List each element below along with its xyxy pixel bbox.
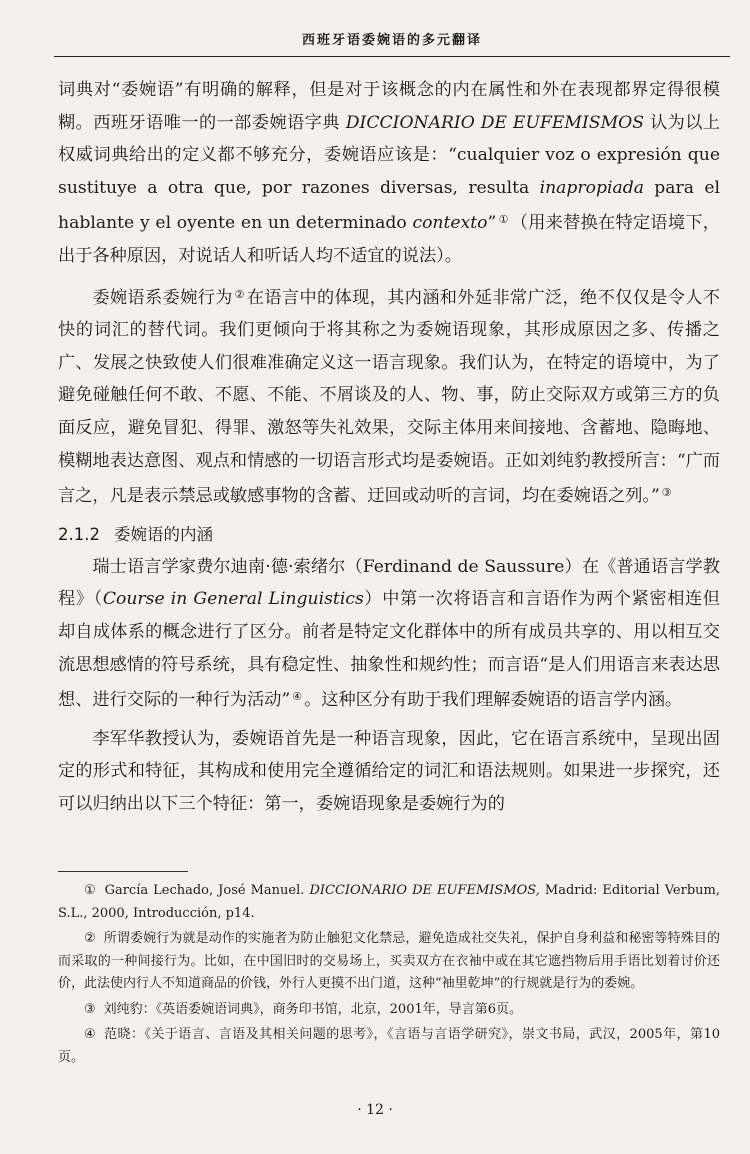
footnote-2: [58, 928, 720, 996]
section-number: 2.1.2: [58, 524, 100, 544]
section-title: 委婉语的内涵: [113, 524, 213, 544]
footnote-mark: ④: [84, 1027, 97, 1042]
text-run: ）中第一次将语言和言语作为两个紧密相连但却自成体系的概念进行了区分。前者是特定文化群体中的所有成员共享的、用以相互交流思想感情的符号系统，具有稳定性、抽象性和规约性；而言语“是人们用语言来表达思想、进行交际的一种行为活动”: [58, 589, 720, 711]
text-run: 所谓委婉行为就是动作的实施者为防止触犯文化禁忌，避免造成社交失礼，保护自身利益和秘密等特殊目的而采取的一种间接行为。比如，在中国旧时的交易场上，买卖双方在衣袖中或在其它遮挡物后用手语比划着讨价还价，此法使内行人不知道商品的价钱，外行人更摸不出门道，这种“袖里乾坤”的行规就是行为的委婉。: [58, 931, 720, 991]
text-run: para el hablante y el oyente en un determinado: [58, 177, 720, 234]
text-run: 。这种区分有助于我们理解委婉语的语言学内涵。: [304, 690, 683, 711]
text-run: 在语言中的体现，其内涵和外延非常广泛，绝不仅仅是令人不快的词汇的替代词。我们更倾向于将其称之为委婉语现象，其形成原因之多、传播之广、发展之快致使人们很难准确定义这一语言现象。我们认为，在特定的语境中，为了避免碰触任何不敢、不愿、不能、不屑谈及的人、物、事，防止交际双方或第三方的负面反应，避免冒犯、得罪、激怒等失礼效果，交际主体用来间接地、含蓄地、隐晦地、模糊地表达意图、观点和情感的一切语言形式均是委婉语。正如刘纯豹教授所言：“广而言之，凡是表示禁忌或敏感事物的含蓄、迂回或动听的言词，均在委婉语之列。”: [58, 287, 720, 507]
footnote-mark: ③: [84, 1001, 96, 1017]
paragraph-1: [58, 74, 720, 273]
italic-term: inapropiada: [539, 177, 644, 198]
italic-title: DICCIONARIO DE EUFEMISMOS: [345, 112, 645, 133]
text-run: 瑞士语言学家费尔迪南·德·索绪尔（Ferdinand de Saussure）在《普通语言学教程》（: [58, 556, 720, 610]
footnote-4: [58, 1024, 720, 1069]
text-run: 范晓：《关于语言、言语及其相关问题的思考》，《言语与言语学研究》，崇文书局，武汉，2005年，第10页。: [58, 1027, 720, 1065]
footnote-mark: ②: [84, 931, 96, 946]
footnote-reference: ③: [661, 486, 672, 500]
italic-term: contexto: [412, 213, 488, 234]
text-run: 认为以上权威词典给出的定义都不够充分，委婉语应该是：“cualquier voz o expresión que sustituye a otra que, por razones diversas, resulta: [58, 112, 720, 198]
page-number: · 12 ·: [357, 1102, 393, 1118]
text-run: García Lechado, José Manuel.: [104, 883, 310, 898]
text-run: （用来替换在特定语境下，出于各种原因，对说话人和听话人均不适宜的说法）。: [58, 213, 720, 266]
text-run: ”: [487, 213, 497, 234]
italic-title: DICCIONARIO DE EUFEMISMOS,: [309, 883, 540, 898]
section-heading: [58, 519, 720, 551]
text-run: 李军华教授认为，委婉语首先是一种语言现象，因此，它在语言系统中，呈现出固定的形式和特征，其构成和使用完全遵循给定的词汇和语法规则。如果进一步探究，还可以归纳出以下三个特征：第一，委婉语现象是委婉行为的: [58, 728, 720, 814]
footnote-reference: ①: [498, 213, 509, 227]
footnote-1: [58, 880, 720, 925]
footnote-mark: ①: [84, 883, 97, 898]
text-run: 词典对“委婉语”有明确的解释，但是对于该概念的内在属性和外在表现都界定得很模糊。西班牙语唯一的一部委婉语字典: [58, 80, 720, 133]
text-run: 委婉语系委婉行为: [92, 287, 233, 308]
text-run: 刘纯豹：《英语委婉语词典》，商务印书馆，北京，2001年，导言第6页。: [103, 1001, 523, 1017]
running-head: 西班牙语委婉语的多元翻译: [54, 30, 730, 57]
footnote-reference: ④: [292, 690, 303, 704]
text-run: Madrid: Editorial Verbum, S.L., 2000, Introducción, p14.: [58, 883, 720, 921]
body-text: [58, 74, 720, 826]
paragraph-4: [58, 723, 720, 821]
italic-title: Course in General Linguistics: [102, 589, 364, 610]
footnote-reference: ②: [234, 287, 245, 301]
footnote-divider: [58, 871, 188, 872]
footnotes: [58, 880, 720, 1072]
footnote-3: [58, 999, 720, 1022]
paragraph-3: [58, 551, 720, 717]
paragraph-2: [58, 279, 720, 513]
